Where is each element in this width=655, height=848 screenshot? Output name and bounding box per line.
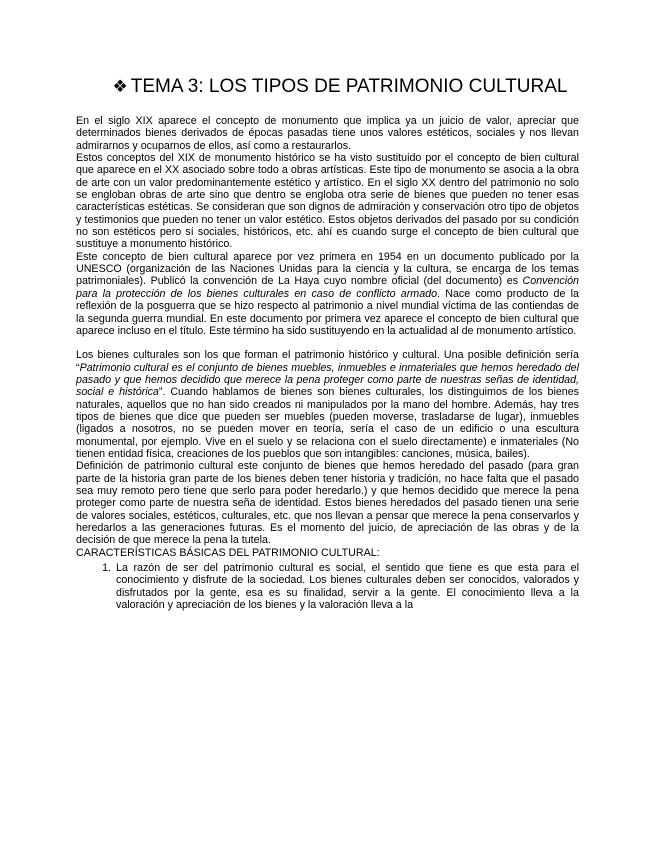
section-heading: CARACTERÍSTICAS BÁSICAS DEL PATRIMONIO CULTURAL: — [76, 546, 380, 559]
paragraph-4 — [76, 349, 579, 460]
paragraph-5: Definición de patrimonio cultural este conjunto de bienes que hemos heredado del pasado (para gran parte de la historia gran parte de los bienes deben tener historia y tradición, no hace falta que el pasado sea muy remoto pero tiene que serlo para poder heredarlo.) y que hemos decidido que merece la pena proteger como parte de nuestra seña de identidad. Estos bienes heredados del pasado tienen una serie de valores sociales, estéticos, culturales, etc. que nos llevan a pensar que merece la pena conservarlos y heredarlos a las generaciones futuras. Es el momento del juicio, de apreciación de las obras y de la decisión de que merece la pena la tutela. — [76, 460, 579, 547]
characteristics-list — [76, 562, 579, 611]
list-item: 1. La razón de ser del patrimonio cultural es social, el sentido que tiene es que esta para el conocimiento y disfrute de la sociedad. Los bienes culturales deben ser conocidos, valorados y disfrutados por la gente, esa es su finalidad, servir a la gente. El conocimiento lleva a la valoración y apreciación de los bienes y la valoración lleva a la — [114, 562, 579, 611]
document-body — [76, 115, 579, 611]
page-title — [60, 76, 620, 98]
paragraph-3-text-b: . Nace como producto de la reflexión de la posguerra que se hizo respecto al patrimonio a nivel mundial víctima de las contiendas de la segunda guerra mundial. En este documento por primera vez aparece el concepto de bien cultural que aparece incluso en el título. Este término ha sido sustituyendo en la actualidad al de monumento artístico. — [76, 287, 579, 337]
diamond-bullet-icon: ❖ — [112, 77, 128, 96]
definition-quote: Patrimonio cultural es el conjunto de bienes muebles, inmuebles e inmateriales que hemos heredado del pasado y que hemos decidido que merece la pena proteger como parte de nuestras señas de identidad, social e histórica — [76, 361, 579, 399]
paragraph-4-text-a: Los bienes culturales son los que forman el patrimonio histórico y cultural. Una posible definición sería “ — [76, 349, 579, 374]
paragraph-3 — [76, 251, 579, 337]
convention-title: Convención para la protección de los bienes culturales en caso de conflicto armado — [76, 275, 579, 300]
paragraph-1: En el siglo XIX aparece el concepto de monumento que implica ya un juicio de valor, apreciar que determinados bienes derivados de épocas pasadas tiene unos valores estéticos, sociales y nos llevan admirarnos y ocuparnos de ellos, así como a restaurarlos. — [76, 115, 579, 152]
paragraph-3-text-a: Este concepto de bien cultural aparece por vez primera en 1954 en un documento publicado por la UNESCO (organización de las Naciones Unidas para la ciencia y la cultura, se encarga de los temas patrimoniales). Publicó la convención de La Haya cuyo nombre oficial (del documento) es — [76, 250, 579, 288]
paragraph-4-text-b: ”. Cuando hablamos de bienes son bienes culturales, los distinguimos de los bienes naturales, aquellos que no han sido creados ni manipulados por la mano del hombre. Además, hay tres tipos de bienes que dice que pueden ser muebles (pueden moverse, trasladarse de lugar), inmuebles (ligados a nosotros, no se pueden mover en teoría, sería el caso de un edificio o una escultura monumental, por ejemplo. Vive en el suelo y se relaciona con el suelo directamente) e inmateriales (No tienen entidad física, creaciones de los pueblos que son intangibles: canciones, música, bailes). — [76, 386, 579, 460]
title-text: TEMA 3: LOS TIPOS DE PATRIMONIO CULTURAL — [130, 76, 568, 97]
paragraph-2: Estos conceptos del XIX de monumento histórico se ha visto sustituido por el concepto de bien cultural que aparece en el XX asociado sobre todo a obras artísticas. Este tipo de monumento se asocia a la obra de arte con un valor predominantemente estético y artístico. En el siglo XX dentro del patrimonio no solo se engloban obras de arte sino que dentro se engloba otra serie de bienes que pueden no tener esas características estéticas. Se consideran que son dignos de admiración y conservación otro tipo de objetos y testimonios que pueden no tener un valor estético. Estos objetos derivados del pasado por su condición no son estéticos pero sí sociales, históricos, etc. ahí es cuando surge el concepto de bien cultural que sustituye a monumento histórico. — [76, 152, 579, 251]
